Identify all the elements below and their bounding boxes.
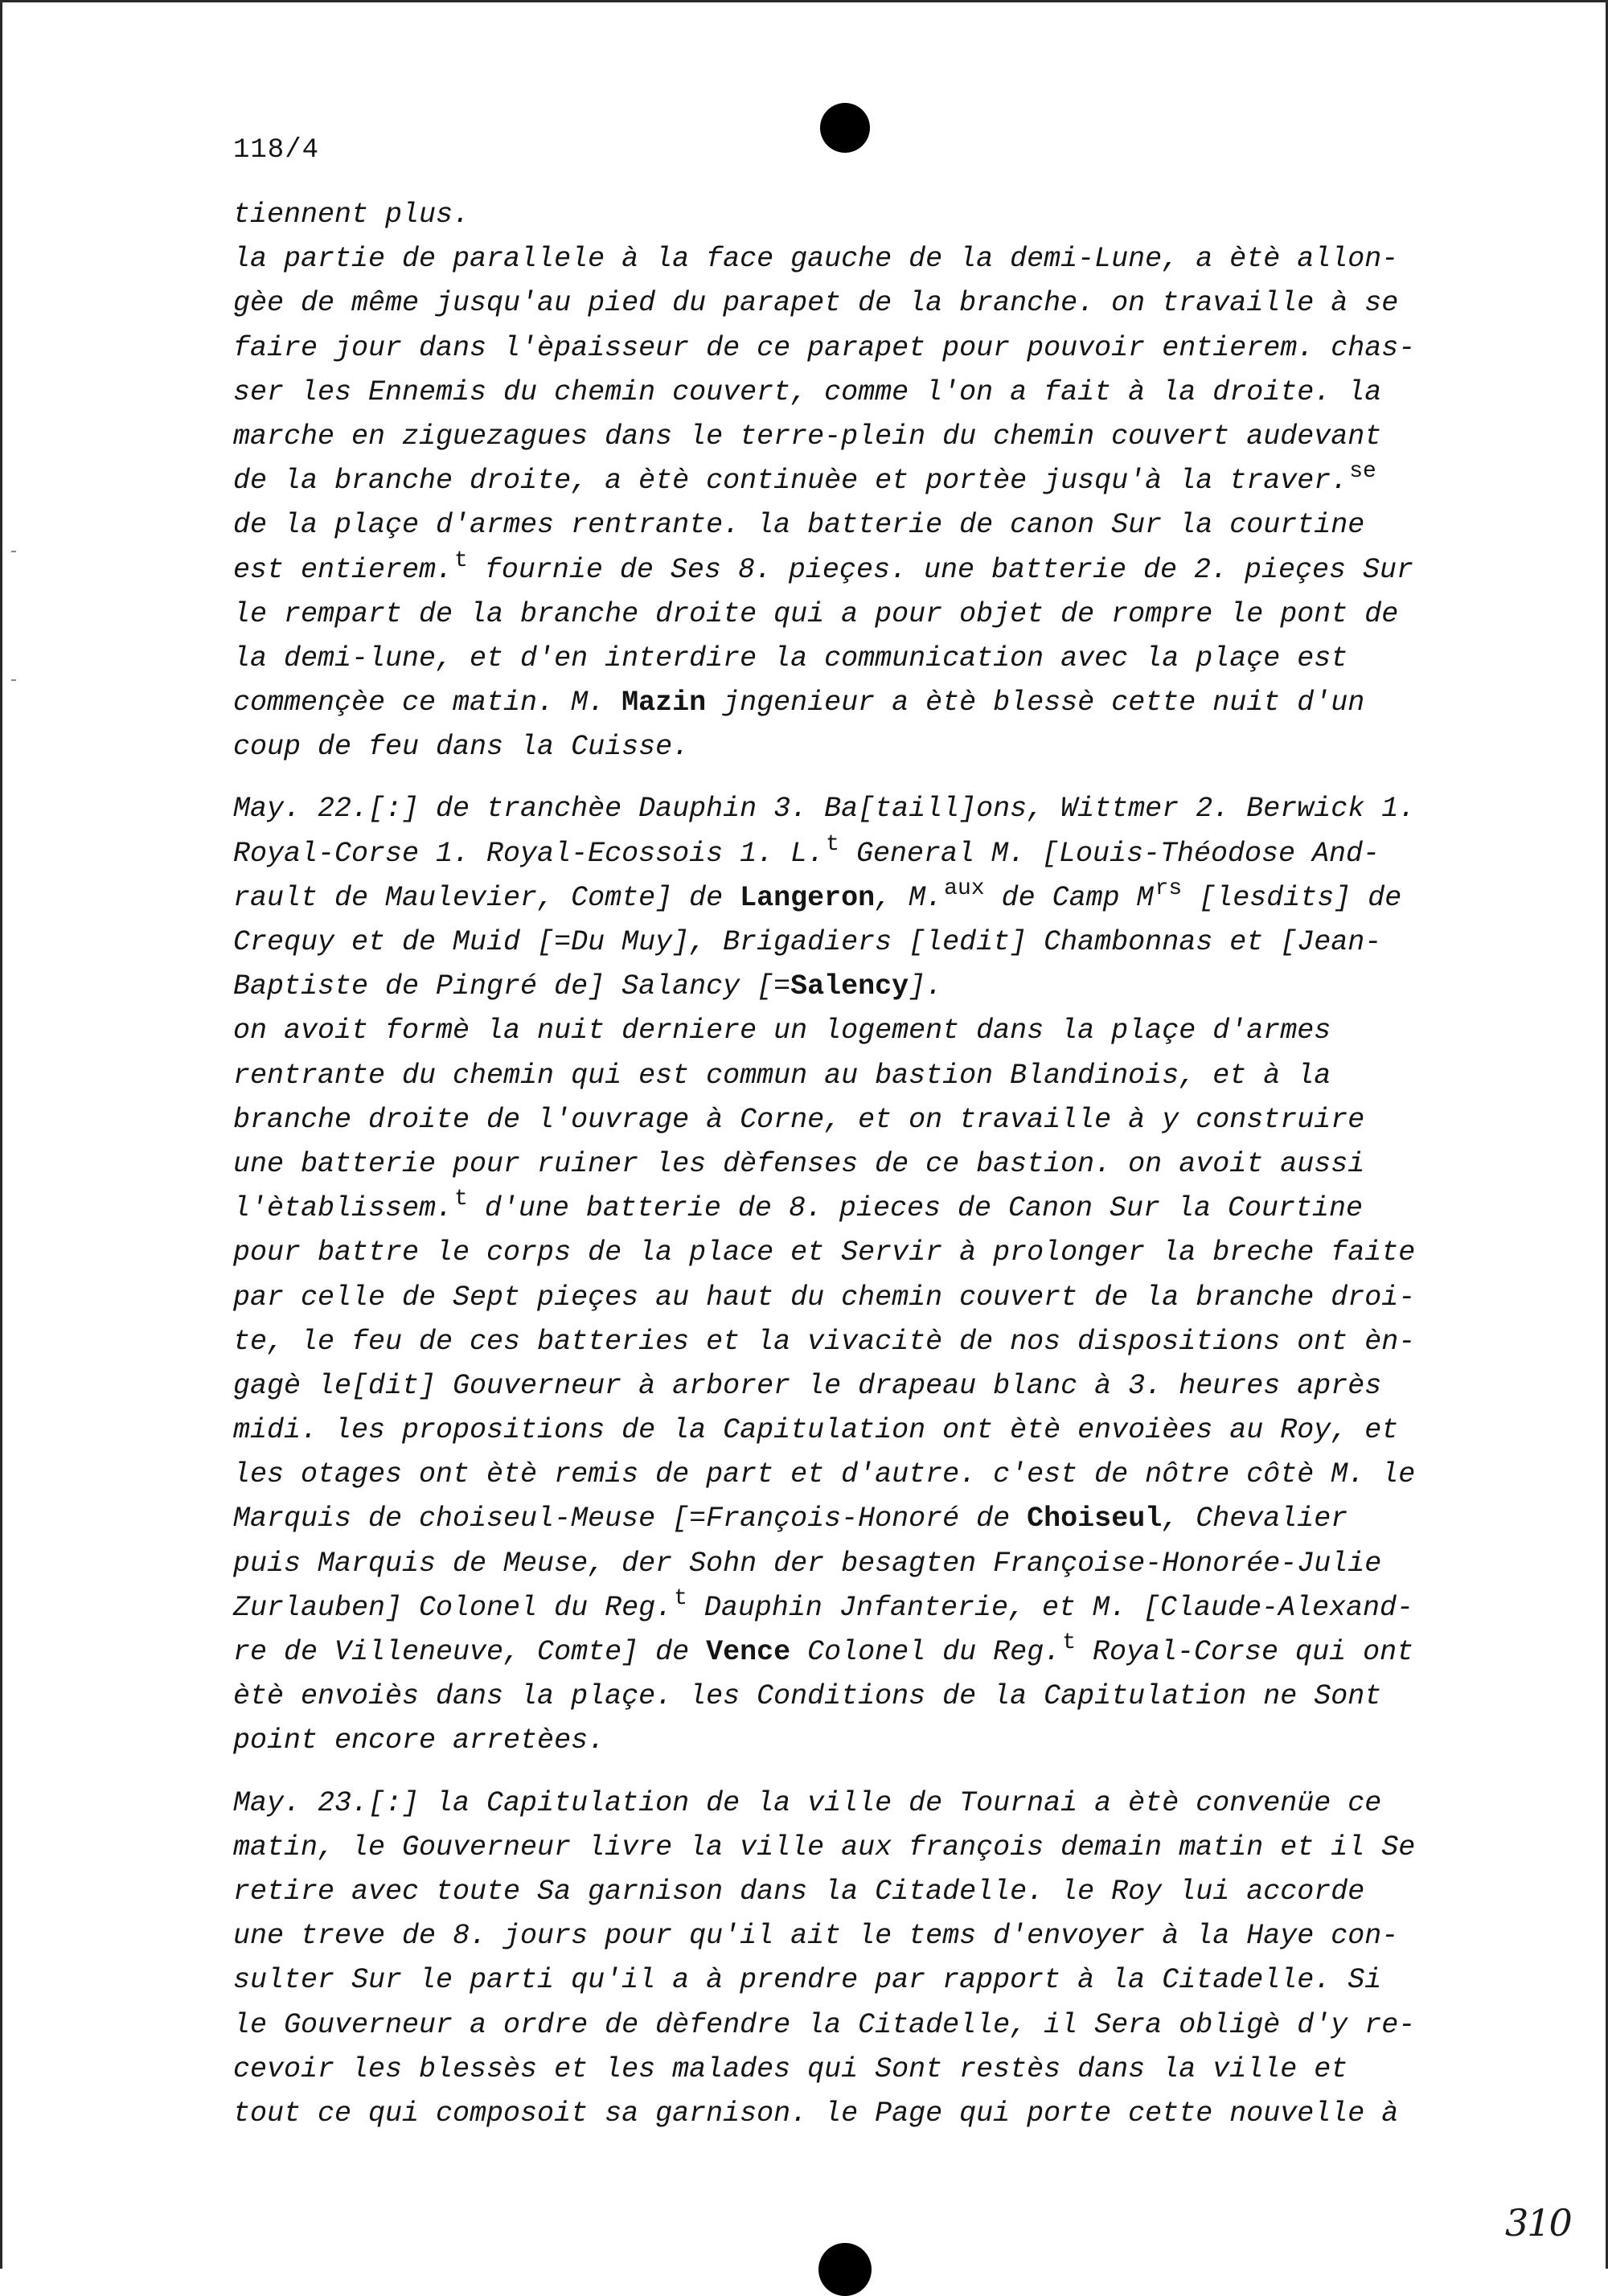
text-line xyxy=(233,1364,1487,1408)
text-run: est entierem. xyxy=(233,553,453,586)
text-line xyxy=(233,2092,1487,2136)
text-run: de la plaçe d'armes rentrante. la batterie de canon Sur la courtine xyxy=(233,509,1365,542)
text-line xyxy=(233,1914,1487,1958)
text-run: la demi-lune, et d'en interdire la communication avec la plaçe est xyxy=(233,642,1348,674)
text-run: gagè le[dit] Gouverneur à arborer le drapeau blanc à 3. heures après xyxy=(233,1369,1382,1402)
text-run: l'ètablissem. xyxy=(233,1192,453,1225)
page-number: 118/4 xyxy=(233,135,320,166)
text-line xyxy=(233,415,1487,459)
text-run: fournie de Ses 8. pieçes. une batterie de 2. pieçes Sur xyxy=(467,553,1414,586)
text-line xyxy=(233,1453,1487,1497)
handwritten-folio-number: 310 xyxy=(1505,2201,1571,2245)
text-run: Zurlauben] Colonel du Reg. xyxy=(233,1591,673,1624)
text-line xyxy=(233,1009,1487,1053)
paragraph-gap xyxy=(233,1764,1487,1781)
text-run: [lesdits] de xyxy=(1182,881,1402,914)
text-line xyxy=(233,2048,1487,2092)
text-run: tiennent plus. xyxy=(233,199,470,231)
text-run: midi. les propositions de la Capitulation ont ètè envoièes au Roy, et xyxy=(233,1414,1399,1447)
superscript: aux xyxy=(944,875,985,901)
text-line xyxy=(233,725,1487,769)
superscript: t xyxy=(454,547,468,573)
text-run: May. 23.[:] la Capitulation de la ville de Tournai a ètè convenüe ce xyxy=(233,1786,1382,1819)
text-run: on avoit formè la nuit derniere un logement dans la plaçe d'armes xyxy=(233,1015,1331,1048)
text-line xyxy=(233,637,1487,681)
text-line xyxy=(233,1142,1487,1187)
text-line xyxy=(233,1542,1487,1586)
text-line xyxy=(233,1870,1487,1914)
bold-name: Salency xyxy=(790,970,909,1003)
text-run: cevoir les blessès et les malades qui Sont restès dans la ville et xyxy=(233,2052,1348,2085)
text-line xyxy=(233,965,1487,1009)
text-line xyxy=(233,1781,1487,1826)
text-run: Marquis de choiseul-Meuse [=François-Honoré de xyxy=(233,1503,1028,1535)
text-run: Dauphin Jnfanterie, et M. [Claude-Alexand- xyxy=(687,1591,1414,1624)
text-line xyxy=(233,832,1487,876)
text-run: commençèe ce matin. M. xyxy=(233,687,622,720)
text-line xyxy=(233,1586,1487,1630)
text-run: retire avec toute Sa garnison dans la Citadelle. le Roy lui accorde xyxy=(233,1875,1365,1908)
text-run: jngenieur a ètè blessè cette nuit d'un xyxy=(706,687,1365,720)
bold-name: Mazin xyxy=(621,687,707,720)
text-run: puis Marquis de Meuse, der Sohn der besagten Françoise-Honorée-Julie xyxy=(233,1547,1382,1580)
text-run: Colonel du Reg. xyxy=(790,1636,1061,1668)
text-line xyxy=(233,1675,1487,1719)
superscript: t xyxy=(674,1585,687,1611)
text-line xyxy=(233,1719,1487,1763)
margin-mark xyxy=(11,551,16,552)
text-line xyxy=(233,2003,1487,2048)
text-run: les otages ont ètè remis de part et d'autre. c'est de nôtre côtè M. le xyxy=(233,1458,1416,1491)
text-line xyxy=(233,237,1487,281)
text-line xyxy=(233,1826,1487,1870)
punch-hole-bottom xyxy=(818,2243,872,2296)
text-run: tout ce qui composoit sa garnison. le Page qui porte cette nouvelle à xyxy=(233,2097,1399,2130)
text-line xyxy=(233,876,1487,920)
text-run: coup de feu dans la Cuisse. xyxy=(233,731,690,764)
text-run: point encore arretèes. xyxy=(233,1724,605,1757)
text-run: branche droite de l'ouvrage à Corne, et on travaille à y construire xyxy=(233,1103,1365,1136)
text-run: de Camp M xyxy=(984,881,1154,914)
text-run: pour battre le corps de la place et Servir à prolonger la breche faite xyxy=(233,1236,1416,1269)
text-line xyxy=(233,592,1487,637)
text-run: marche en ziguezagues dans le terre-plein du chemin couvert audevant xyxy=(233,420,1382,453)
text-line xyxy=(233,1408,1487,1453)
text-line xyxy=(233,1098,1487,1142)
superscript: t xyxy=(826,831,839,857)
text-run: rault de Maulevier, Comte] de xyxy=(233,881,740,914)
bold-name: Vence xyxy=(706,1636,791,1668)
text-run: sulter Sur le parti qu'il a à prendre par rapport à la Citadelle. Si xyxy=(233,1964,1382,1997)
margin-mark xyxy=(11,679,16,681)
text-run: ètè envoiès dans la plaçe. les Conditions de la Capitulation ne Sont xyxy=(233,1680,1382,1713)
superscript: rs xyxy=(1155,875,1183,901)
bold-name: Choiseul xyxy=(1027,1503,1163,1535)
paragraph-gap xyxy=(233,769,1487,787)
text-run: le Gouverneur a ordre de dèfendre la Citadelle, il Sera obligè d'y re- xyxy=(233,2008,1416,2041)
text-run: une treve de 8. jours pour qu'il ait le tems d'envoyer à la Haye con- xyxy=(233,1920,1399,1953)
text-run: ]. xyxy=(909,970,943,1003)
text-line xyxy=(233,503,1487,547)
text-run: ser les Ennemis du chemin couvert, comme l'on a fait à la droite. la xyxy=(233,375,1382,408)
text-run: General M. [Louis-Théodose And- xyxy=(839,837,1380,870)
text-run: par celle de Sept pieçes au haut du chemin couvert de la branche droi- xyxy=(233,1281,1416,1314)
text-line xyxy=(233,1231,1487,1275)
text-line xyxy=(233,1320,1487,1364)
text-line xyxy=(233,1630,1487,1675)
text-run: te, le feu de ces batteries et la vivacitè de nos dispositions ont èn- xyxy=(233,1325,1416,1358)
page-border-left xyxy=(0,0,2,2269)
text-line xyxy=(233,1054,1487,1098)
text-line xyxy=(233,1497,1487,1541)
text-run: , M. xyxy=(875,881,943,914)
text-line xyxy=(233,1276,1487,1320)
transcription-text xyxy=(233,193,1487,2136)
text-line xyxy=(233,371,1487,415)
text-run: gèe de même jusqu'au pied du parapet de la branche. on travaille à se xyxy=(233,287,1399,320)
text-run: une batterie pour ruiner les dèfenses de ce bastion. on avoit aussi xyxy=(233,1147,1365,1180)
text-line xyxy=(233,459,1487,503)
text-line xyxy=(233,1187,1487,1231)
text-run: matin, le Gouverneur livre la ville aux françois demain matin et il Se xyxy=(233,1831,1416,1863)
text-run: May. 22.[:] de tranchèe Dauphin 3. Ba[taill]ons, Wittmer 2. Berwick 1. xyxy=(233,793,1416,826)
superscript: se xyxy=(1349,459,1376,485)
text-run: rentrante du chemin qui est commun au bastion Blandinois, et à la xyxy=(233,1059,1331,1092)
text-line xyxy=(233,681,1487,725)
text-run: le rempart de la branche droite qui a pour objet de rompre le pont de xyxy=(233,597,1399,630)
text-line xyxy=(233,548,1487,592)
text-run: Crequy et de Muid [=Du Muy], Brigadiers [ledit] Chambonnas et [Jean- xyxy=(233,926,1382,958)
text-run: Royal-Corse qui ont xyxy=(1076,1636,1414,1668)
text-line xyxy=(233,1958,1487,2003)
text-run: re de Villeneuve, Comte] de xyxy=(233,1636,707,1668)
text-line xyxy=(233,787,1487,831)
text-run: faire jour dans l'èpaisseur de ce parapet pour pouvoir entierem. chas- xyxy=(233,331,1416,364)
text-run: d'une batterie de 8. pieces de Canon Sur la Courtine xyxy=(467,1192,1364,1225)
text-line xyxy=(233,326,1487,371)
text-line xyxy=(233,193,1487,237)
text-line xyxy=(233,281,1487,326)
text-run: Baptiste de Pingré de] Salancy [= xyxy=(233,970,791,1003)
superscript: t xyxy=(454,1187,468,1212)
page-border-top xyxy=(0,0,1608,2)
bold-name: Langeron xyxy=(740,881,876,914)
superscript: t xyxy=(1062,1630,1077,1655)
text-run: la partie de parallele à la face gauche de la demi-Lune, a ètè allon- xyxy=(233,243,1399,276)
text-run: Royal-Corse 1. Royal-Ecossois 1. L. xyxy=(233,837,825,870)
text-run: , Chevalier xyxy=(1162,1503,1348,1535)
text-run: de la branche droite, a ètè continuèe et portèe jusqu'à la traver. xyxy=(233,465,1348,498)
text-line xyxy=(233,920,1487,965)
punch-hole-top xyxy=(820,103,870,153)
